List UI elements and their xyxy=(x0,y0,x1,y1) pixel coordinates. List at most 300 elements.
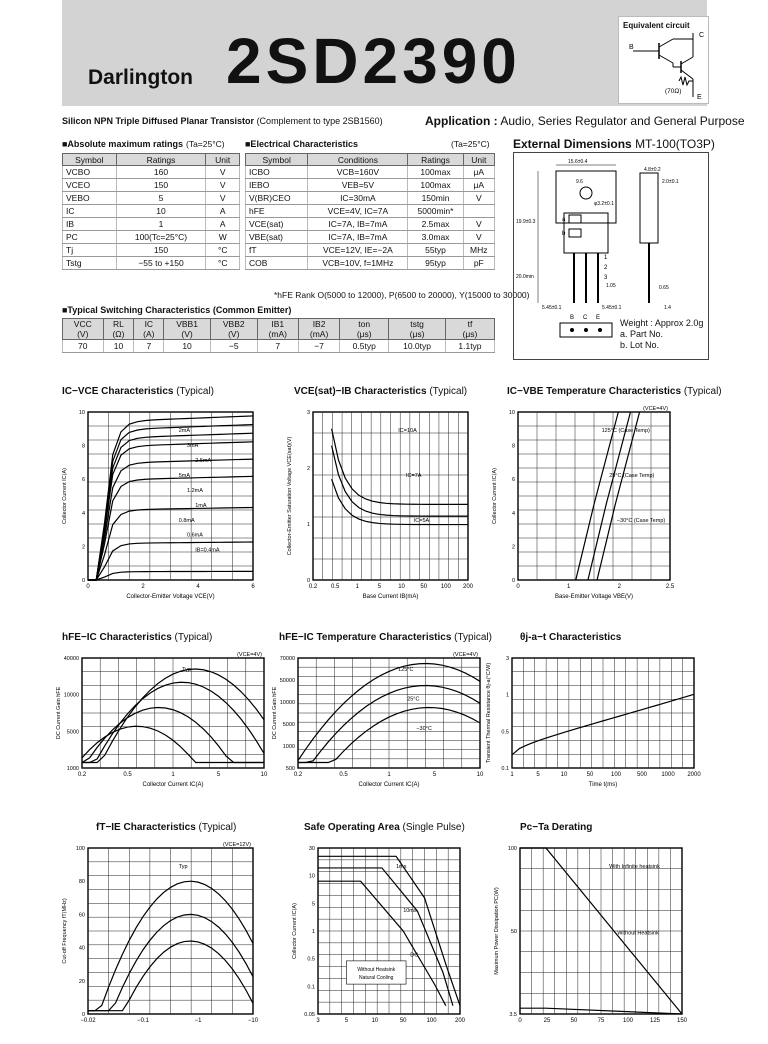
switching-cell: 10.0typ xyxy=(389,340,446,353)
chart-typ: (Typical) xyxy=(451,632,492,643)
curve-label: 10ms xyxy=(403,908,417,915)
x-tick-label: 5 xyxy=(216,772,221,778)
electrical-cell: 150min xyxy=(408,192,463,205)
pin-e-label: E xyxy=(596,315,601,321)
curve-label: IC=5A xyxy=(413,517,430,524)
y-tick-label: 10 xyxy=(78,410,85,416)
x-tick-label: 1 xyxy=(171,772,175,778)
y-tick-label: 500 xyxy=(285,766,295,772)
x-tick-label: 10 xyxy=(398,584,405,590)
switching-cell: 70 xyxy=(63,340,104,353)
curve-label: 1mA xyxy=(195,502,207,509)
equivalent-circuit-icon xyxy=(619,27,708,103)
electrical-cell: V xyxy=(463,192,494,205)
switching-header-unit: (μs) xyxy=(462,329,478,339)
x-axis-label: Collector Current IC(A) xyxy=(358,782,420,788)
switching-header-symbol: tf xyxy=(467,319,473,329)
abs-max-cell: Tstg xyxy=(63,257,117,270)
curve-label: 0.8mA xyxy=(178,517,195,524)
y-tick-label: 3 xyxy=(306,410,310,416)
electrical-cell: V xyxy=(463,218,494,231)
x-tick-label: 0.2 xyxy=(77,772,87,778)
chart-symbol: hFE−IC xyxy=(62,632,97,643)
curve-label: 0.6mA xyxy=(187,532,203,539)
y-tick-label: 3.5 xyxy=(509,1012,517,1018)
c9-title xyxy=(520,822,592,833)
abs-max-cell: W xyxy=(206,231,240,244)
col-symbol: Symbol xyxy=(63,154,117,166)
abs-max-title: ■Absolute maximum ratings xyxy=(62,139,183,149)
y-tick-label: 2 xyxy=(306,466,310,472)
c7-chart xyxy=(48,838,273,1044)
x-tick-label: 5 xyxy=(377,584,382,590)
c8-title xyxy=(304,822,465,833)
dim-4-8: 4.8±0.2 xyxy=(644,167,661,173)
c9-chart xyxy=(480,838,702,1044)
switching-header-symbol: VBB2 xyxy=(222,319,245,329)
switching-header xyxy=(445,319,494,340)
y-axis-label: Maximum Power Dissipation PC(W) xyxy=(494,887,500,975)
abs-max-cell: A xyxy=(206,218,240,231)
x-tick-label: 50 xyxy=(420,584,428,590)
dim-19-9: 19.9±0.3 xyxy=(516,219,536,225)
switching-table xyxy=(62,318,495,353)
chart-title-text: Characteristics xyxy=(546,632,622,643)
x-axis-label: Base-Emitter Voltage VBE(V) xyxy=(554,594,634,600)
curve-label: 1.2mA xyxy=(187,487,203,494)
x-tick-label: 2.5 xyxy=(665,584,675,590)
complement-text: (Complement to type 2SB1560) xyxy=(256,116,383,126)
y-tick-label: 10000 xyxy=(63,692,79,699)
dim-2-0: 2.0±0.1 xyxy=(662,179,679,185)
x-tick-label: 5 xyxy=(536,772,540,778)
x-axis-label: Collector-Emitter Voltage VCE(V) xyxy=(126,594,215,600)
y-tick-label: 10 xyxy=(308,873,315,880)
x-tick-label: 5 xyxy=(432,772,437,778)
x-axis-label: Time t(ms) xyxy=(588,782,618,788)
electrical-row xyxy=(246,218,495,231)
c6-chart xyxy=(472,648,714,798)
electrical-cell: pF xyxy=(463,257,494,270)
switching-row xyxy=(63,340,495,353)
application-label: Application : xyxy=(425,114,498,128)
switching-header-symbol: ton xyxy=(358,319,371,329)
x-tick-label: 3 xyxy=(316,1018,320,1024)
abs-max-cell: IB xyxy=(63,218,117,231)
y-tick-label: 40 xyxy=(78,945,85,952)
electrical-cell: VEB=5V xyxy=(308,179,408,192)
condition-label: (VCE=4V) xyxy=(643,406,668,412)
x-tick-label: 1 xyxy=(387,772,391,778)
electrical-cell: IC=7A, IB=7mA xyxy=(308,218,408,231)
switching-header-symbol: VCC xyxy=(73,319,92,329)
col-ratings: Ratings xyxy=(408,154,463,166)
x-tick-label: 1 xyxy=(510,772,514,778)
c2-chart xyxy=(273,402,488,610)
electrical-cell: VCE(sat) xyxy=(246,218,308,231)
curve-label: 125°C xyxy=(398,667,414,674)
switching-cell: −5 xyxy=(210,340,257,353)
abs-max-cell: 160 xyxy=(116,166,206,179)
abs-max-row xyxy=(63,257,240,270)
y-axis-label: DC Current Gain hFE xyxy=(272,686,278,740)
y-tick-label: 0 xyxy=(511,578,515,584)
y-tick-label: 4 xyxy=(511,510,515,517)
c1-chart xyxy=(48,402,273,610)
x-tick-label: 150 xyxy=(676,1018,688,1024)
dim-20-0: 20.0min xyxy=(516,274,534,280)
abs-max-cell: 150 xyxy=(116,179,206,192)
abs-max-row xyxy=(63,192,240,205)
x-tick-label: 500 xyxy=(636,772,648,778)
note-a: a. Part No. xyxy=(620,329,664,339)
y-tick-label: 5 xyxy=(311,901,315,908)
chart-title-text: Characteristics xyxy=(120,822,196,833)
electrical-cell: hFE xyxy=(246,205,308,218)
switching-header-symbol: tstg xyxy=(410,319,424,329)
x-axis-label: Base Current IB(mA) xyxy=(362,594,419,600)
col-symbol: Symbol xyxy=(246,154,308,166)
electrical-cell: 2.5max xyxy=(408,218,463,231)
x-tick-label: 10 xyxy=(260,772,268,778)
y-tick-label: 70000 xyxy=(279,656,295,662)
x-tick-label: 6 xyxy=(251,584,255,590)
x-tick-label: 1 xyxy=(355,584,359,590)
curve-label: IB=0.4mA xyxy=(195,547,220,554)
switching-header xyxy=(103,319,134,340)
chart-typ: (Typical) xyxy=(173,386,215,397)
electrical-cell: fT xyxy=(246,244,308,257)
abs-max-cell: A xyxy=(206,205,240,218)
note-text: Without Heatsink xyxy=(357,966,396,973)
c1-title xyxy=(62,386,214,397)
electrical-row xyxy=(246,205,495,218)
x-tick-label: 125 xyxy=(649,1018,661,1024)
condition-label: (VCE=12V) xyxy=(223,842,251,848)
pin-1: 1 xyxy=(604,255,608,261)
chart-title-text: Characteristics xyxy=(98,386,174,397)
y-tick-label: 1 xyxy=(505,692,509,699)
dim-phi: φ3.2±0.1 xyxy=(594,201,614,207)
x-tick-label: 75 xyxy=(597,1018,605,1024)
dim-1-05: 1.05 xyxy=(606,283,616,289)
pin-c: C xyxy=(699,32,705,39)
note-text: Natural Cooling xyxy=(358,974,394,981)
y-tick-label: 6 xyxy=(511,477,515,484)
subtitle xyxy=(62,116,383,126)
switching-header-unit: (mA) xyxy=(309,329,329,339)
curve-label: 2.5mA xyxy=(195,458,212,465)
x-tick-label: 200 xyxy=(454,1018,466,1024)
curve-label: 2mA xyxy=(178,428,191,435)
abs-max-condition: (Ta=25°C) xyxy=(186,139,225,149)
curve-label: −30°C xyxy=(416,725,432,732)
abs-max-cell: IC xyxy=(63,205,117,218)
chart-title-text: Safe Operating Area xyxy=(304,822,400,833)
x-tick-label: 10 xyxy=(371,1018,379,1024)
y-axis-label: Collector Current IC(A) xyxy=(292,903,298,959)
pin-b: B xyxy=(629,44,634,51)
abs-max-cell: VEBO xyxy=(63,192,117,205)
curve-label: 25°C (Case Temp) xyxy=(609,472,655,479)
chart-symbol: θj-a−t xyxy=(520,632,547,643)
x-tick-label: −0.02 xyxy=(80,1018,96,1024)
electrical-cell: 55typ xyxy=(408,244,463,257)
abs-max-row xyxy=(63,166,240,179)
y-tick-label: 20 xyxy=(78,978,85,985)
hfe-rank: *hFE Rank O(5000 to 12000), P(6500 to 20000), Y(15000 to 30000) xyxy=(274,290,530,300)
weight-notes xyxy=(620,318,703,351)
x-tick-label: 200 xyxy=(462,584,474,590)
switching-header-symbol: IB2 xyxy=(312,319,326,329)
switching-header xyxy=(389,319,446,340)
x-tick-label: 4 xyxy=(196,584,200,590)
x-tick-label: 25 xyxy=(543,1018,551,1024)
y-tick-label: 40000 xyxy=(63,656,79,662)
abs-max-cell: PC xyxy=(63,231,117,244)
chart-typ: (Typical) xyxy=(426,386,468,397)
y-tick-label: 1000 xyxy=(282,744,295,750)
x-tick-label: 50 xyxy=(586,772,594,778)
electrical-cell: V(BR)CEO xyxy=(246,192,308,205)
x-tick-label: 2 xyxy=(141,584,145,590)
c5-title xyxy=(279,632,492,643)
curve-label: DC xyxy=(410,952,419,959)
electrical-cell: VCE=12V, IE=−2A xyxy=(308,244,408,257)
chart-typ: (Typical) xyxy=(681,386,722,397)
y-axis-label: Cut-off Frequency fT(MHz) xyxy=(62,898,68,964)
chart-typ: (Typical) xyxy=(171,632,213,643)
y-tick-label: 5000 xyxy=(66,729,79,736)
y-tick-label: 0.5 xyxy=(501,729,509,736)
electrical-cell: IC=7A, IB=7mA xyxy=(308,231,408,244)
y-tick-label: 0 xyxy=(306,578,310,584)
y-tick-label: 1 xyxy=(311,929,315,935)
y-tick-label: 6 xyxy=(81,477,85,484)
abs-max-cell: 10 xyxy=(116,205,206,218)
electrical-cell: VCE=4V, IC=7A xyxy=(308,205,408,218)
abs-max-row xyxy=(63,205,240,218)
c3-title xyxy=(507,386,722,397)
switching-header xyxy=(164,319,211,340)
x-tick-label: 2 xyxy=(617,584,622,590)
y-tick-label: 1000 xyxy=(66,766,79,772)
y-tick-label: 4 xyxy=(81,510,85,517)
abs-max-cell: V xyxy=(206,166,240,179)
electrical-row xyxy=(246,231,495,244)
switching-cell: 7 xyxy=(257,340,298,353)
abs-max-row xyxy=(63,179,240,192)
switching-header-unit: (V) xyxy=(77,329,89,339)
electrical-cell: VCB=10V, f=1MHz xyxy=(308,257,408,270)
electrical-cell: VBE(sat) xyxy=(246,231,308,244)
switching-header xyxy=(298,319,339,340)
y-tick-label: 0.1 xyxy=(307,984,315,991)
switching-header xyxy=(210,319,257,340)
c2-title xyxy=(294,386,467,397)
y-axis-label: DC Current Gain hFE xyxy=(56,686,62,740)
curve-label: 5mA xyxy=(178,472,191,479)
x-tick-label: 0 xyxy=(518,1018,522,1024)
curve-label: 1ms xyxy=(396,863,407,870)
mark-b: b xyxy=(562,231,566,237)
y-tick-label: 5000 xyxy=(282,722,295,728)
abs-max-cell: 100(Tc=25°C) xyxy=(116,231,206,244)
equivalent-circuit-box xyxy=(618,16,709,104)
abs-max-cell: V xyxy=(206,192,240,205)
y-tick-label: 30 xyxy=(308,846,315,852)
series-line xyxy=(318,868,453,1006)
y-tick-label: 0.05 xyxy=(304,1012,315,1018)
y-tick-label: 3 xyxy=(505,656,509,662)
x-tick-label: −10 xyxy=(247,1018,259,1024)
c8-chart xyxy=(278,838,480,1044)
switching-header-symbol: VBB1 xyxy=(176,319,198,329)
chart-symbol: fT−IE xyxy=(96,822,121,833)
switching-header-unit: (V) xyxy=(228,329,240,339)
x-tick-label: 100 xyxy=(426,1018,437,1024)
chart-title-text: Pc−Ta Derating xyxy=(520,822,593,833)
switching-cell: 10 xyxy=(164,340,211,353)
electrical-condition: (Ta=25°C) xyxy=(451,139,490,149)
y-tick-label: 10000 xyxy=(279,700,295,706)
electrical-cell: 3.0max xyxy=(408,231,463,244)
y-tick-label: 0.1 xyxy=(501,766,509,772)
x-tick-label: 0.5 xyxy=(330,584,340,590)
curve-label: 125°C (Case Temp) xyxy=(601,428,650,435)
curve-label: Typ xyxy=(182,667,191,674)
series-label: Darlington xyxy=(88,66,193,89)
switching-cell: −7 xyxy=(298,340,339,353)
x-tick-label: 1000 xyxy=(661,772,675,778)
transistor-type: Silicon NPN Triple Diffused Planar Transistor xyxy=(62,116,255,126)
y-tick-label: 2 xyxy=(511,544,515,551)
y-axis-label: Collector Current IC(A) xyxy=(492,468,498,524)
abs-max-cell: 5 xyxy=(116,192,206,205)
electrical-cell: 100max xyxy=(408,166,463,179)
c4-chart xyxy=(42,648,284,798)
switching-header-unit: (μs) xyxy=(356,329,372,339)
condition-label: (VCE=4V) xyxy=(453,652,478,658)
x-tick-label: 100 xyxy=(622,1018,634,1024)
switching-header xyxy=(63,319,104,340)
curve-label: 25°C xyxy=(407,696,420,703)
x-tick-label: 0 xyxy=(516,584,520,590)
abs-max-cell: V xyxy=(206,179,240,192)
weight: Weight : Approx 2.0g xyxy=(620,318,704,328)
x-tick-label: 100 xyxy=(440,584,451,590)
curve-label: 3mA xyxy=(187,443,199,450)
switching-header-unit: (A) xyxy=(143,329,155,339)
dim-0-65: 0.65 xyxy=(659,285,669,291)
abs-max-cell: 150 xyxy=(116,244,206,257)
y-tick-label: 0 xyxy=(81,1012,85,1018)
col-unit: Unit xyxy=(463,154,494,166)
x-tick-label: 100 xyxy=(610,772,622,778)
pin-e: E xyxy=(697,94,702,101)
electrical-cell: VCB=160V xyxy=(308,166,408,179)
y-tick-label: 100 xyxy=(507,846,517,852)
switching-cell: 0.5typ xyxy=(340,340,389,353)
condition-label: (VCE=4V) xyxy=(237,652,262,658)
electrical-cell: V xyxy=(463,231,494,244)
chart-title-text: Temperature Characteristics xyxy=(313,632,452,643)
electrical-title: ■Electrical Characteristics xyxy=(245,139,358,149)
chart-typ: (Typical) xyxy=(195,822,237,833)
curve-label: Typ xyxy=(178,863,188,870)
c3-chart xyxy=(478,402,690,610)
switching-header xyxy=(340,319,389,340)
pin-b-label: B xyxy=(570,315,575,321)
electrical-cell: COB xyxy=(246,257,308,270)
x-tick-label: 1 xyxy=(566,584,571,590)
switching-header-symbol: IB1 xyxy=(271,319,285,329)
switching-cell: 10 xyxy=(103,340,134,353)
dim-5-45b: 5.45±0.1 xyxy=(602,305,622,311)
curve-label: With Infinite heatsink xyxy=(609,863,660,870)
curve-label: Without Heatsink xyxy=(617,930,659,937)
x-tick-label: 0.2 xyxy=(308,584,318,590)
switching-header xyxy=(257,319,298,340)
x-axis-label: Collector Current IC(A) xyxy=(142,782,204,788)
abs-max-cell: 1 xyxy=(116,218,206,231)
y-tick-label: 8 xyxy=(81,443,85,450)
x-tick-label: −0.1 xyxy=(137,1018,149,1024)
y-axis-label: Collector Current IC(A) xyxy=(62,468,68,524)
col-conditions: Conditions xyxy=(308,154,408,166)
y-tick-label: 8 xyxy=(511,443,515,450)
x-tick-label: 0.2 xyxy=(293,772,303,778)
electrical-cell: μA xyxy=(463,166,494,179)
note-b: b. Lot No. xyxy=(620,340,660,350)
y-tick-label: 0 xyxy=(81,578,85,584)
switching-header-symbol: IC xyxy=(144,319,154,329)
abs-max-row xyxy=(63,244,240,257)
y-tick-label: 50000 xyxy=(279,678,295,684)
y-tick-label: 80 xyxy=(78,879,85,886)
series-line xyxy=(332,446,468,517)
electrical-row xyxy=(246,192,495,205)
electrical-cell: 5000min* xyxy=(408,205,463,218)
abs-max-cell: VCEO xyxy=(63,179,117,192)
electrical-cell: 95typ xyxy=(408,257,463,270)
electrical-row xyxy=(246,257,495,270)
c6-title xyxy=(520,632,621,643)
electrical-cell xyxy=(463,205,494,218)
application-text: Audio, Series Regulator and General Purpose xyxy=(500,114,745,128)
electrical-cell: IC=30mA xyxy=(308,192,408,205)
chart-symbol: IC−VBE xyxy=(507,386,544,397)
electrical-row xyxy=(246,166,495,179)
col-unit: Unit xyxy=(206,154,240,166)
switching-header-unit: (Ω) xyxy=(112,329,125,339)
abs-max-row xyxy=(63,218,240,231)
x-tick-label: 2000 xyxy=(687,772,701,778)
x-tick-label: 10 xyxy=(560,772,568,778)
switching-header-unit: (μs) xyxy=(409,329,425,339)
y-tick-label: 0.5 xyxy=(307,956,315,963)
pin-2: 2 xyxy=(604,265,608,271)
switching-header-symbol: RL xyxy=(113,319,124,329)
pin-c-label: C xyxy=(583,315,588,321)
x-tick-label: 50 xyxy=(399,1018,407,1024)
abs-max-cell: °C xyxy=(206,244,240,257)
y-tick-label: 1 xyxy=(306,522,310,528)
x-tick-label: 0 xyxy=(86,584,90,590)
x-tick-label: 50 xyxy=(570,1018,578,1024)
x-tick-label: 5 xyxy=(344,1018,349,1024)
curve-label: IC=7A xyxy=(406,472,422,479)
